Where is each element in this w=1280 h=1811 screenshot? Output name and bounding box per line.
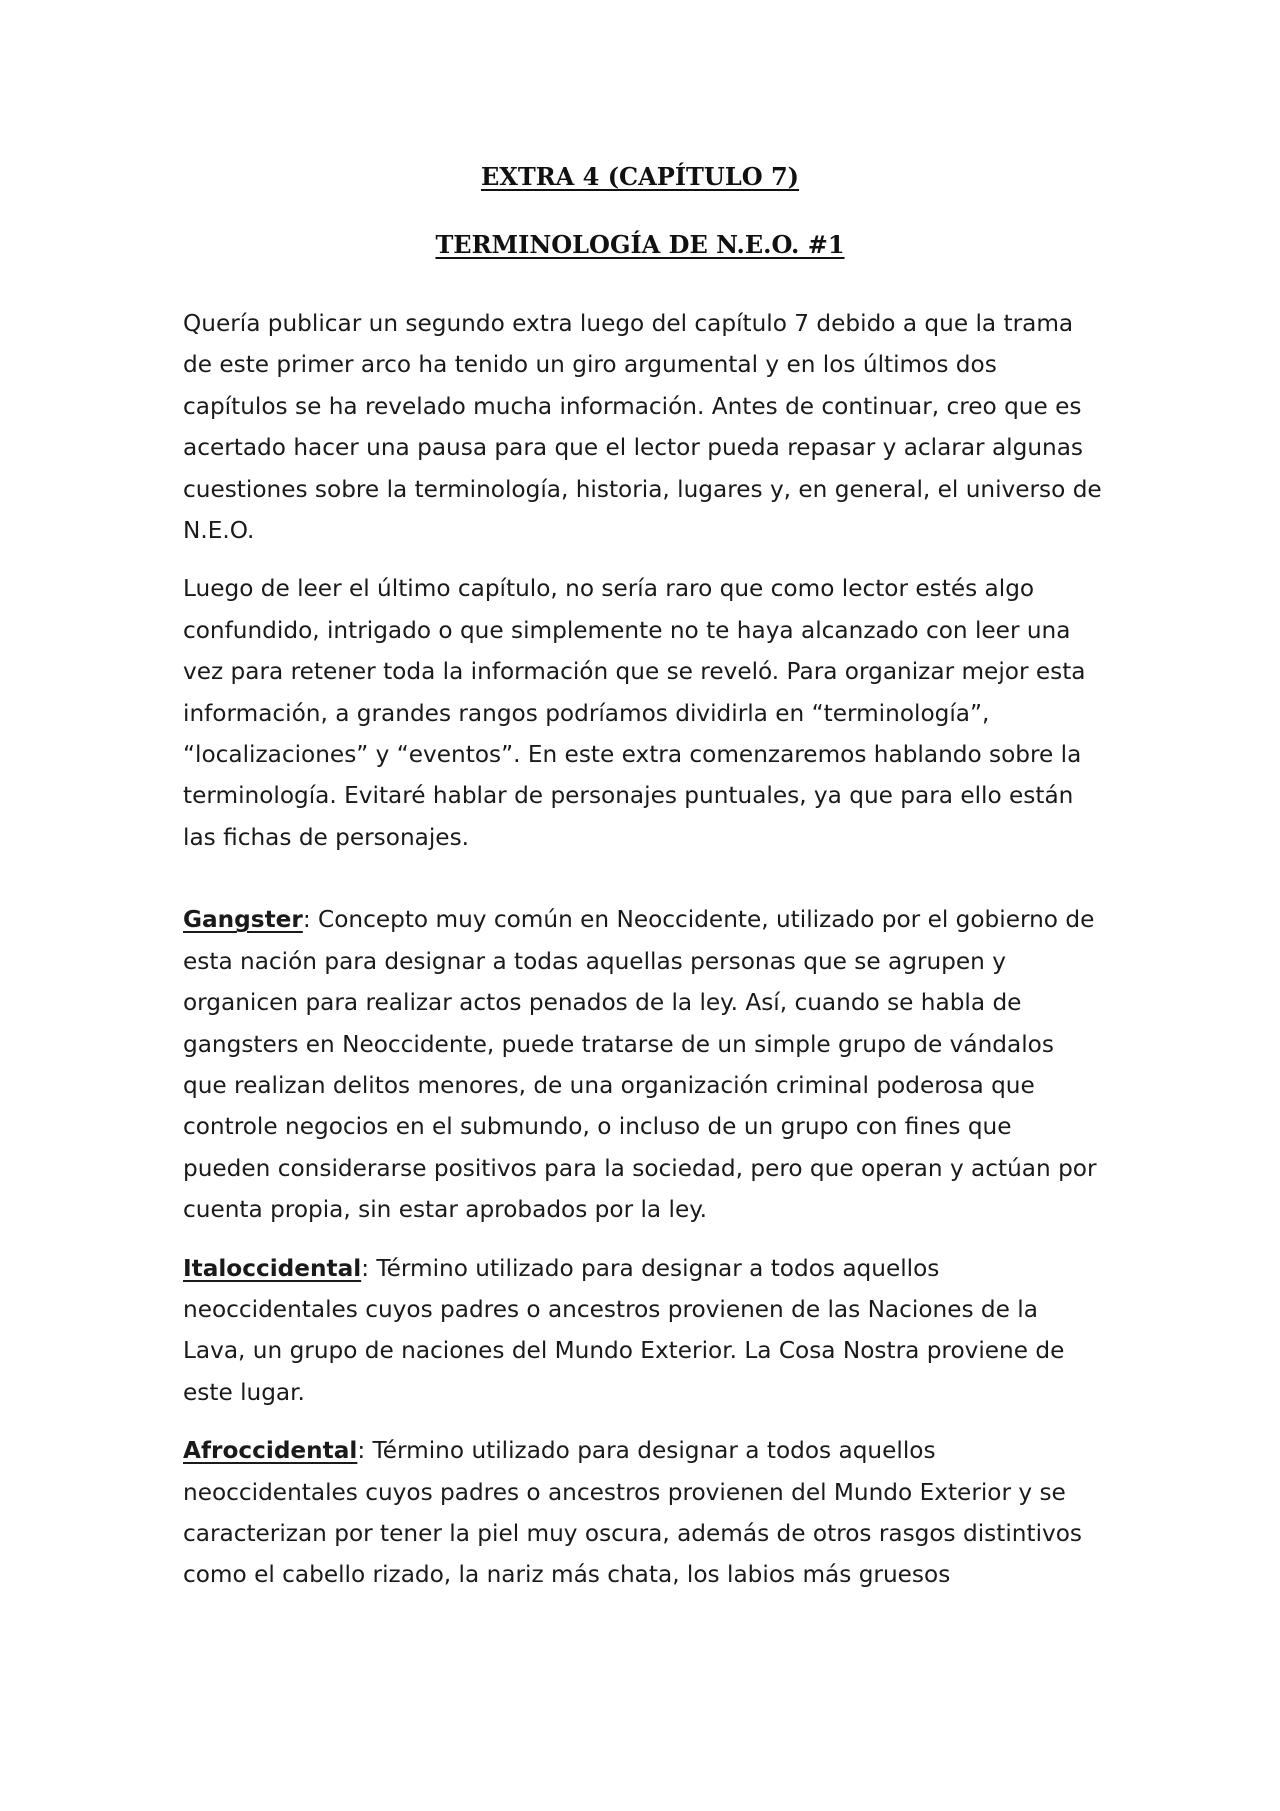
term-entry-italoccidental [183,1248,1103,1414]
intro-paragraph: Quería publicar un segundo extra luego del capítulo 7 debido a que la trama de este primer arco ha tenido un giro argumental y en los últimos dos capítulos se ha revelado mucha información. Antes de continuar, creo que es acertado hacer una pausa para que el lector pueda repasar y aclarar algunas cuestiones sobre la terminología, historia, lugares y, en general, el universo de N.E.O. [183,310,1102,545]
term-name: Italoccidental [183,1254,362,1282]
document-title: EXTRA 4 (CAPÍTULO 7) [480,162,800,191]
term-entry-afroccidental [183,1430,1103,1596]
term-name: Gangster [183,906,303,934]
term-definition: : Término utilizado para designar a todos aquellos neoccidentales cuyos padres o ancestros provienen de las Naciones de la Lava, un grupo de naciones del Mundo Exterior. La Cosa Nostra proviene de este lugar. [183,1254,1065,1406]
term-name: Afroccidental [183,1437,358,1465]
term-entry-gangster [183,899,1103,1230]
term-definition: : Concepto muy común en Neoccidente, utilizado por el gobierno de esta nación para designar a todas aquellas personas que se agrupen y organicen para realizar actos penados de la ley. Así, cuando se habla de gangsters en Neoccidente, puede tratarse de un simple grupo de vándalos que realizan delitos menores, de una organización criminal poderosa que controle negocios en el submundo, o incluso de un grupo con fines que pueden considerarse positivos para la sociedad, pero que operan y actúan por cuenta propia, sin estar aprobados por la ley. [183,906,1097,1224]
term-definition: : Término utilizado para designar a todos aquellos neoccidentales cuyos padres o ancestros provienen del Mundo Exterior y se caracterizan por tener la piel muy oscura, además de otros rasgos distintivos como el cabello rizado, la nariz más chata, los labios más gruesos [183,1437,1083,1589]
document-subtitle: TERMINOLOGÍA DE N.E.O. #1 [435,230,845,259]
document-body [183,303,1103,1613]
intro-paragraph: Luego de leer el último capítulo, no sería raro que como lector estés algo confundido, intrigado o que simplemente no te haya alcanzado con leer una vez para retener toda la información que se reveló. Para organizar mejor esta información, a grandes rangos podríamos dividirla en “terminología”, “localizaciones” y “eventos”. En este extra comenzaremos hablando sobre la terminología. Evitaré hablar de personajes puntuales, ya que para ello están las fichas de personajes. [183,575,1086,851]
